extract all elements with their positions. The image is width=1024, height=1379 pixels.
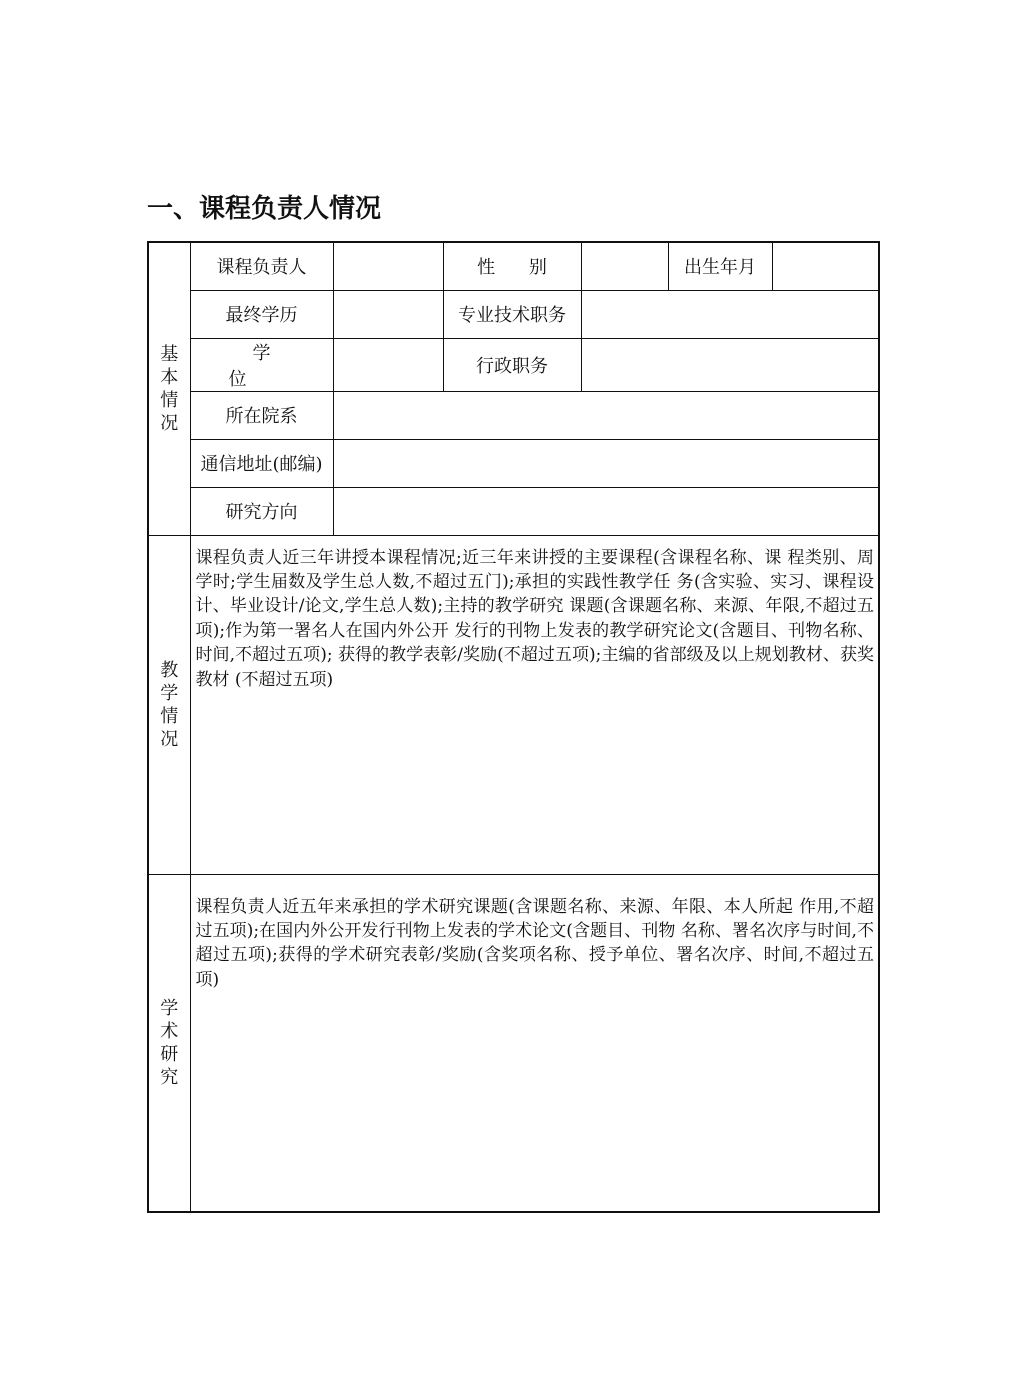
address-label: 通信地址(邮编) bbox=[190, 439, 333, 487]
professional-title-field[interactable] bbox=[581, 290, 879, 338]
teaching-content-area[interactable] bbox=[190, 535, 879, 874]
department-label: 所在院系 bbox=[190, 391, 333, 439]
research-direction-field[interactable] bbox=[333, 487, 879, 535]
course-leader-label: 课程负责人 bbox=[190, 242, 333, 290]
section-heading: 一、课程负责人情况 bbox=[147, 194, 382, 224]
teaching-instructions: 课程负责人近三年讲授本课程情况;近三年来讲授的主要课程(含课程名称、课 程类别、周学时;学生届数及学生总人数,不超过五门);承担的实践性教学任 务(含实验、实习、课程设计、毕业设计/论文,学生总人数);主持的教学研究 课题(含课题名称、来源、年限,不超过五项);作为第一署名人在国内外公开 发行的刊物上发表的教学研究论文(含题目、刊物名称、时间,不超过五项); 获得的教学表彰/奖励(不超过五项);主编的省部级及以上规划教材、获奖教材 (不超过五项) bbox=[195, 547, 874, 690]
education-label: 最终学历 bbox=[190, 290, 333, 338]
teaching-label-text: 教学情况 bbox=[160, 659, 179, 750]
course-leader-form bbox=[147, 241, 880, 1213]
gender-label-text: 性 别 bbox=[477, 257, 561, 279]
course-leader-field[interactable] bbox=[333, 242, 443, 290]
birth-field[interactable] bbox=[772, 242, 879, 290]
address-field[interactable] bbox=[333, 439, 879, 487]
basic-info-label-text: 基本情况 bbox=[160, 343, 179, 434]
gender-field[interactable] bbox=[581, 242, 668, 290]
teaching-section-label bbox=[148, 535, 190, 874]
degree-label bbox=[190, 338, 333, 391]
professional-title-label: 专业技术职务 bbox=[443, 290, 581, 338]
degree-label-text: 学 位 bbox=[228, 342, 319, 390]
admin-position-label: 行政职务 bbox=[443, 338, 581, 391]
research-section-label bbox=[148, 874, 190, 1212]
basic-info-section-label bbox=[148, 242, 190, 535]
research-instructions: 课程负责人近五年来承担的学术研究课题(含课题名称、来源、年限、本人所起 作用,不超过五项);在国内外公开发行刊物上发表的学术论文(含题目、刊物 名称、署名次序与时间,不超过五项);获得的学术研究表彰/奖励(含奖项名称、授予单位、署名次序、时间,不超过五项) bbox=[195, 896, 874, 990]
research-label-text: 学术研究 bbox=[160, 997, 179, 1088]
admin-position-field[interactable] bbox=[581, 338, 879, 391]
education-field[interactable] bbox=[333, 290, 443, 338]
research-content-area[interactable] bbox=[190, 874, 879, 1212]
research-direction-label: 研究方向 bbox=[190, 487, 333, 535]
department-field[interactable] bbox=[333, 391, 879, 439]
birth-label: 出生年月 bbox=[668, 242, 772, 290]
gender-label bbox=[443, 242, 581, 290]
degree-field[interactable] bbox=[333, 338, 443, 391]
